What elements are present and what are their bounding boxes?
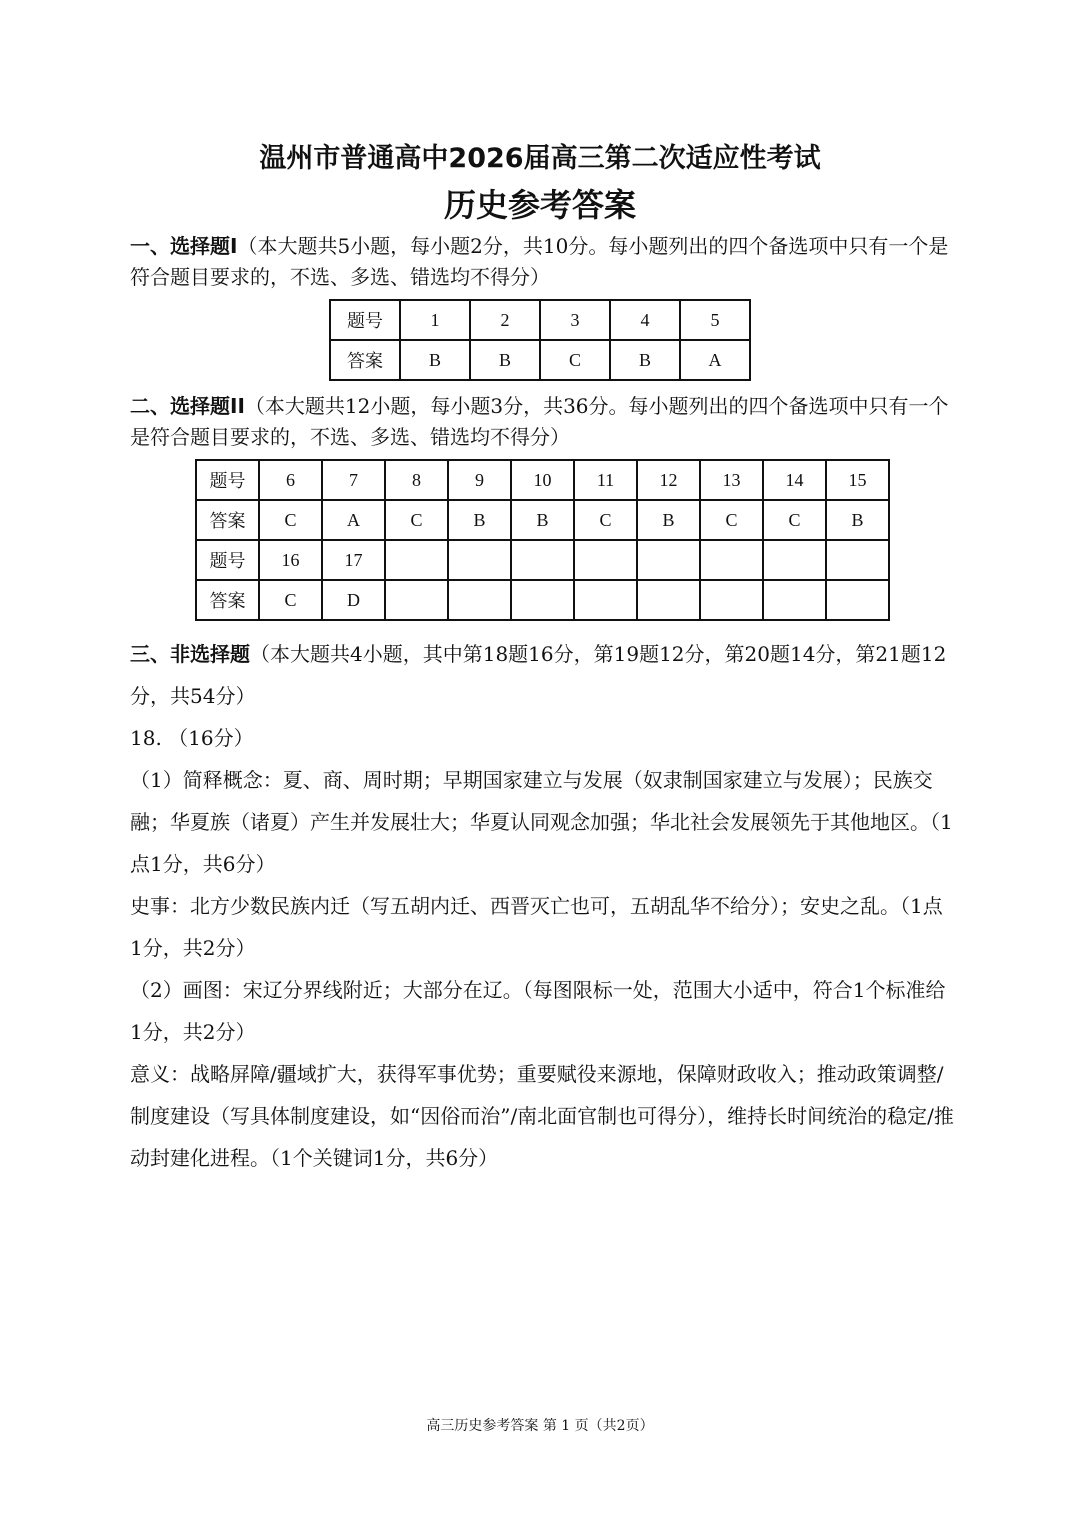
answer-cell: C bbox=[385, 500, 448, 540]
answer-cell: B bbox=[826, 500, 889, 540]
answer-cell: B bbox=[637, 500, 700, 540]
answer-cell bbox=[511, 580, 574, 620]
row-label-number: 题号 bbox=[330, 300, 400, 340]
question-number bbox=[448, 540, 511, 580]
question-number: 15 bbox=[826, 460, 889, 500]
question-number: 11 bbox=[574, 460, 637, 500]
table-row bbox=[330, 340, 750, 380]
section1-heading: 一、选择题I bbox=[130, 234, 238, 258]
section3-heading: 三、非选择题 bbox=[130, 642, 250, 666]
answer-cell bbox=[826, 580, 889, 620]
answer-cell: C bbox=[259, 580, 322, 620]
question-number: 13 bbox=[700, 460, 763, 500]
table-row bbox=[196, 540, 889, 580]
table-row bbox=[196, 460, 889, 500]
answer-cell: B bbox=[470, 340, 540, 380]
answer-cell: C bbox=[763, 500, 826, 540]
question-number bbox=[511, 540, 574, 580]
page-footer: 高三历史参考答案 第 1 页（共2页） bbox=[426, 1418, 654, 1434]
row-label-answer: 答案 bbox=[330, 340, 400, 380]
question-number bbox=[385, 540, 448, 580]
answer-cell: B bbox=[448, 500, 511, 540]
row-label-number: 题号 bbox=[196, 540, 259, 580]
exam-title: 温州市普通高中2026届高三第二次适应性考试 bbox=[259, 143, 821, 174]
answer-cell: C bbox=[540, 340, 610, 380]
section2-desc: （本大题共12小题，每小题3分，共36分。每小题列出的四个备选项中只有一个是符合题目要求的，不选、多选、错选均不得分） bbox=[130, 394, 949, 449]
section3-block bbox=[130, 633, 955, 1179]
row-label-answer: 答案 bbox=[196, 500, 259, 540]
answer-cell: B bbox=[400, 340, 470, 380]
section3-desc: （本大题共4小题，其中第18题16分，第19题12分，第20题14分，第21题12分，共54分） bbox=[130, 642, 947, 708]
question-number: 2 bbox=[470, 300, 540, 340]
q18-part2-drawing: （2）画图：宋辽分界线附近；大部分在辽。（每图限标一处，范围大小适中，符合1个标准给1分，共2分） bbox=[130, 978, 946, 1044]
answer-cell bbox=[763, 580, 826, 620]
answer-cell: A bbox=[322, 500, 385, 540]
answer-cell bbox=[385, 580, 448, 620]
section3-intro bbox=[130, 633, 955, 717]
answer-cell: D bbox=[322, 580, 385, 620]
question-number bbox=[826, 540, 889, 580]
section2-heading: 二、选择题II bbox=[130, 394, 245, 418]
question-number: 12 bbox=[637, 460, 700, 500]
document-subtitle: 历史参考答案 bbox=[443, 186, 636, 224]
answer-cell: B bbox=[610, 340, 680, 380]
question-number: 5 bbox=[680, 300, 750, 340]
answer-cell: A bbox=[680, 340, 750, 380]
answer-cell: C bbox=[700, 500, 763, 540]
question-number: 8 bbox=[385, 460, 448, 500]
table-row bbox=[196, 580, 889, 620]
section1-intro bbox=[130, 231, 955, 293]
question-number: 6 bbox=[259, 460, 322, 500]
row-label-number: 题号 bbox=[196, 460, 259, 500]
question-number: 7 bbox=[322, 460, 385, 500]
answer-cell bbox=[637, 580, 700, 620]
section2-answer-table bbox=[195, 459, 890, 621]
q18-part1-events: 史事：北方少数民族内迁（写五胡内迁、西晋灭亡也可，五胡乱华不给分）；安史之乱。（1点1分，共2分） bbox=[130, 894, 943, 960]
question-number bbox=[700, 540, 763, 580]
question-number: 4 bbox=[610, 300, 680, 340]
q18-part2-significance: 意义：战略屏障/疆域扩大，获得军事优势；重要赋役来源地，保障财政收入；推动政策调整/制度建设（写具体制度建设，如“因俗而治”/南北面官制也可得分），维持长时间统治的稳定/推动封建化进程。（1个关键词1分，共6分） bbox=[130, 1062, 954, 1170]
answer-cell bbox=[448, 580, 511, 620]
answer-cell: B bbox=[511, 500, 574, 540]
section1-answer-table bbox=[329, 299, 751, 381]
answer-cell bbox=[700, 580, 763, 620]
row-label-answer: 答案 bbox=[196, 580, 259, 620]
section1-desc: （本大题共5小题，每小题2分，共10分。每小题列出的四个备选项中只有一个是符合题目要求的，不选、多选、错选均不得分） bbox=[130, 234, 949, 289]
q18-part1-concept: （1）简释概念：夏、商、周时期；早期国家建立与发展（奴隶制国家建立与发展）；民族交融；华夏族（诸夏）产生并发展壮大；华夏认同观念加强；华北社会发展领先于其他地区。（1点1分，共6分） bbox=[130, 768, 953, 876]
question-number: 17 bbox=[322, 540, 385, 580]
question-number: 3 bbox=[540, 300, 610, 340]
table-row bbox=[196, 500, 889, 540]
table-row bbox=[330, 300, 750, 340]
question-number: 1 bbox=[400, 300, 470, 340]
question-number: 9 bbox=[448, 460, 511, 500]
question-number bbox=[763, 540, 826, 580]
question-number bbox=[574, 540, 637, 580]
section2-intro bbox=[130, 391, 955, 453]
q18-header: 18. （16分） bbox=[130, 726, 254, 750]
answer-cell: C bbox=[259, 500, 322, 540]
answer-cell: C bbox=[574, 500, 637, 540]
answer-cell bbox=[574, 580, 637, 620]
question-number bbox=[637, 540, 700, 580]
question-number: 10 bbox=[511, 460, 574, 500]
question-number: 14 bbox=[763, 460, 826, 500]
question-number: 16 bbox=[259, 540, 322, 580]
